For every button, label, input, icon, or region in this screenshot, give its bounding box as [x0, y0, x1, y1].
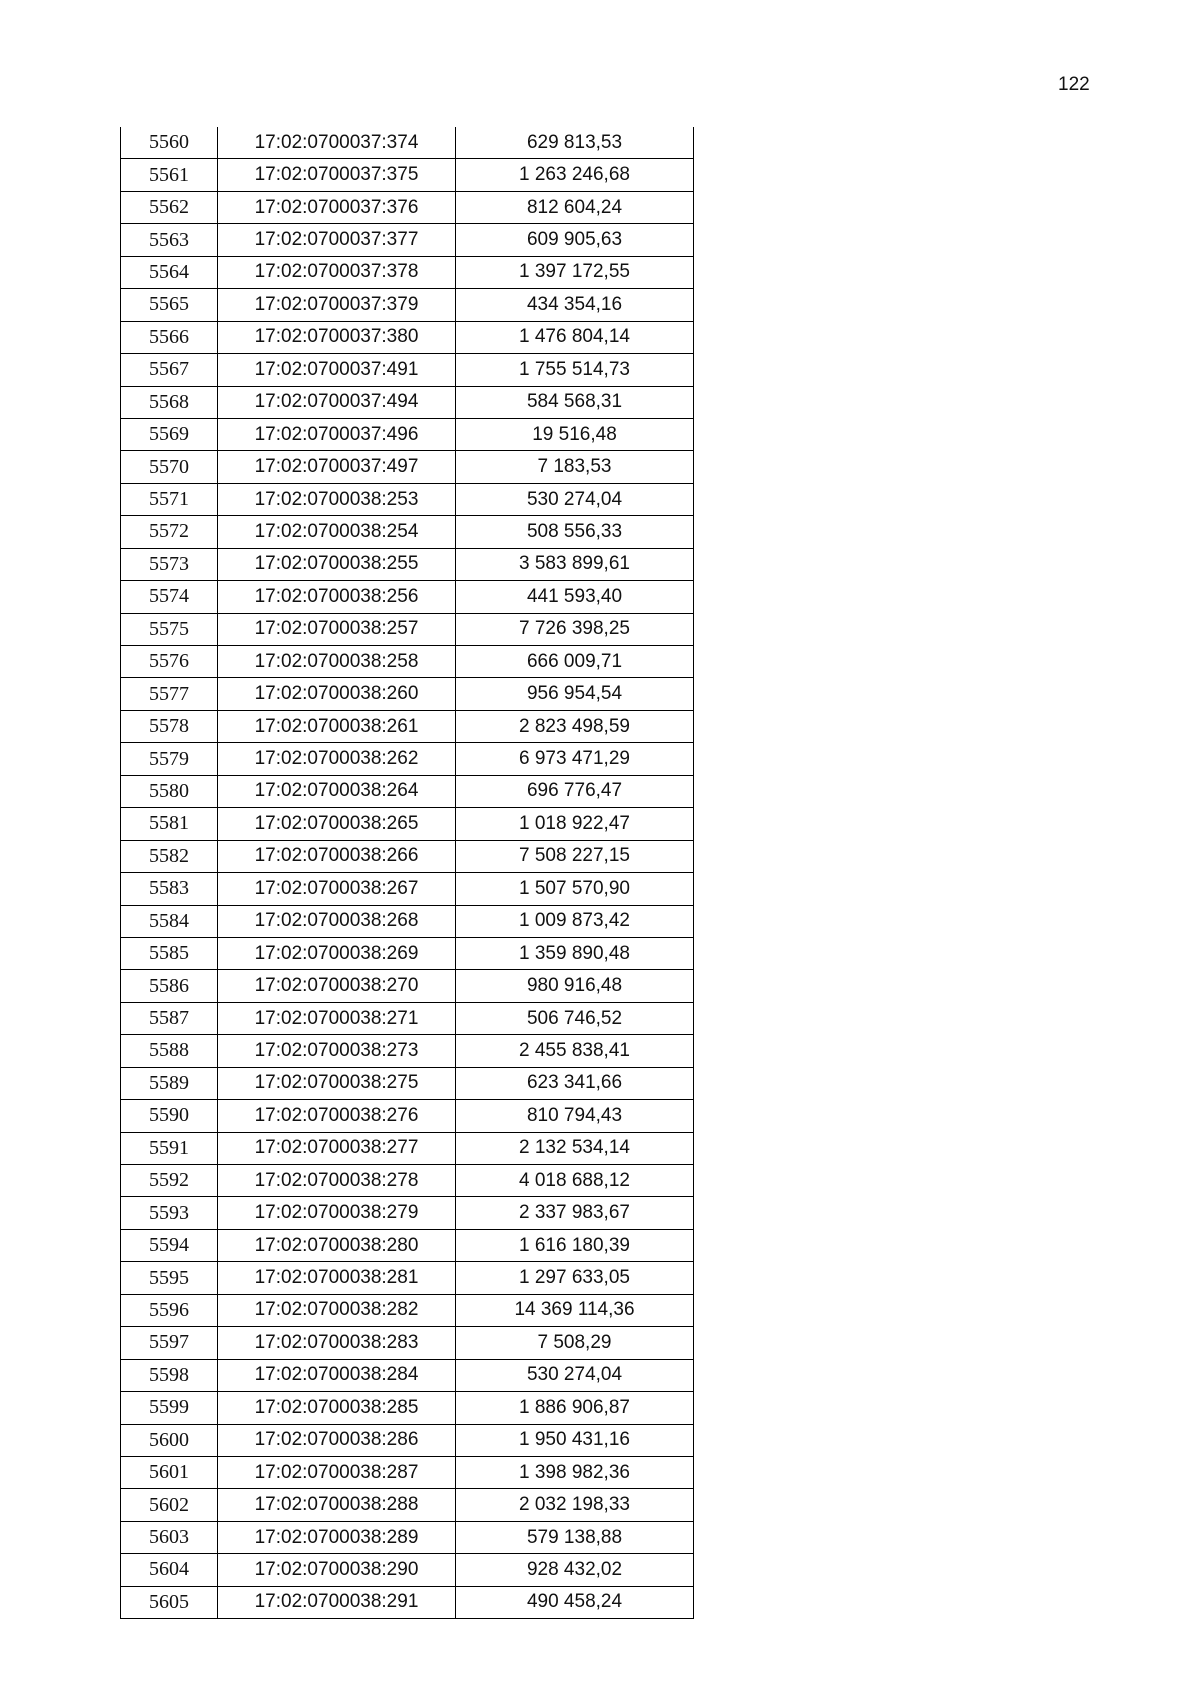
table-row: [121, 1067, 694, 1099]
table-row: [121, 710, 694, 742]
table-row: [121, 386, 694, 418]
cadastral-number-cell: 17:02:0700038:290: [218, 1554, 456, 1586]
table-row: [121, 905, 694, 937]
row-number-cell: 5589: [121, 1067, 218, 1099]
table-row: [121, 451, 694, 483]
cadastral-value-cell: 7 726 398,25: [456, 613, 694, 645]
table-row: [121, 1327, 694, 1359]
table-row: [121, 256, 694, 288]
table-row: [121, 646, 694, 678]
cadastral-value-cell: 1 009 873,42: [456, 905, 694, 937]
table-row: [121, 1002, 694, 1034]
cadastral-value-cell: 7 183,53: [456, 451, 694, 483]
cadastral-number-cell: 17:02:0700038:270: [218, 970, 456, 1002]
cadastral-number-cell: 17:02:0700038:267: [218, 873, 456, 905]
table-row: [121, 418, 694, 450]
row-number-cell: 5604: [121, 1554, 218, 1586]
row-number-cell: 5582: [121, 840, 218, 872]
row-number-cell: 5584: [121, 905, 218, 937]
cadastral-number-cell: 17:02:0700038:278: [218, 1165, 456, 1197]
row-number-cell: 5599: [121, 1392, 218, 1424]
cadastral-number-cell: 17:02:0700038:255: [218, 548, 456, 580]
cadastral-value-cell: 441 593,40: [456, 581, 694, 613]
cadastral-number-cell: 17:02:0700038:253: [218, 483, 456, 515]
cadastral-value-cell: 2 823 498,59: [456, 710, 694, 742]
cadastral-number-cell: 17:02:0700038:265: [218, 808, 456, 840]
cadastral-number-cell: 17:02:0700038:256: [218, 581, 456, 613]
cadastral-number-cell: 17:02:0700038:276: [218, 1100, 456, 1132]
cadastral-number-cell: 17:02:0700038:268: [218, 905, 456, 937]
cadastral-value-cell: 506 746,52: [456, 1002, 694, 1034]
cadastral-number-cell: 17:02:0700038:289: [218, 1521, 456, 1553]
row-number-cell: 5594: [121, 1229, 218, 1261]
table-row: [121, 289, 694, 321]
cadastral-value-cell: 4 018 688,12: [456, 1165, 694, 1197]
cadastral-number-cell: 17:02:0700038:254: [218, 516, 456, 548]
cadastral-value-cell: 579 138,88: [456, 1521, 694, 1553]
row-number-cell: 5598: [121, 1359, 218, 1391]
row-number-cell: 5566: [121, 321, 218, 353]
cadastral-value-cell: 696 776,47: [456, 775, 694, 807]
table-row: [121, 1100, 694, 1132]
cadastral-number-cell: 17:02:0700037:497: [218, 451, 456, 483]
cadastral-number-cell: 17:02:0700037:491: [218, 354, 456, 386]
cadastral-value-cell: 3 583 899,61: [456, 548, 694, 580]
row-number-cell: 5569: [121, 418, 218, 450]
cadastral-number-cell: 17:02:0700037:377: [218, 224, 456, 256]
row-number-cell: 5603: [121, 1521, 218, 1553]
row-number-cell: 5588: [121, 1035, 218, 1067]
cadastral-value-cell: 434 354,16: [456, 289, 694, 321]
cadastral-value-cell: 2 132 534,14: [456, 1132, 694, 1164]
cadastral-number-cell: 17:02:0700038:285: [218, 1392, 456, 1424]
cadastral-value-cell: 19 516,48: [456, 418, 694, 450]
cadastral-value-cell: 14 369 114,36: [456, 1294, 694, 1326]
table-row: [121, 873, 694, 905]
cadastral-value-cell: 666 009,71: [456, 646, 694, 678]
row-number-cell: 5587: [121, 1002, 218, 1034]
row-number-cell: 5597: [121, 1327, 218, 1359]
cadastral-value-cell: 7 508,29: [456, 1327, 694, 1359]
row-number-cell: 5563: [121, 224, 218, 256]
cadastral-value-cell: 609 905,63: [456, 224, 694, 256]
row-number-cell: 5564: [121, 256, 218, 288]
table-row: [121, 1489, 694, 1521]
row-number-cell: 5567: [121, 354, 218, 386]
cadastral-number-cell: 17:02:0700038:264: [218, 775, 456, 807]
cadastral-value-cell: 956 954,54: [456, 678, 694, 710]
cadastral-value-cell: 530 274,04: [456, 483, 694, 515]
cadastral-value-cell: 2 337 983,67: [456, 1197, 694, 1229]
cadastral-number-cell: 17:02:0700038:280: [218, 1229, 456, 1261]
cadastral-value-cell: 530 274,04: [456, 1359, 694, 1391]
table-row: [121, 937, 694, 969]
row-number-cell: 5565: [121, 289, 218, 321]
cadastral-value-cell: 508 556,33: [456, 516, 694, 548]
row-number-cell: 5571: [121, 483, 218, 515]
table-row: [121, 321, 694, 353]
row-number-cell: 5568: [121, 386, 218, 418]
cadastral-number-cell: 17:02:0700038:287: [218, 1456, 456, 1488]
cadastral-value-cell: 2 455 838,41: [456, 1035, 694, 1067]
table-row: [121, 743, 694, 775]
cadastral-number-cell: 17:02:0700038:262: [218, 743, 456, 775]
cadastral-value-cell: 1 755 514,73: [456, 354, 694, 386]
cadastral-number-cell: 17:02:0700038:283: [218, 1327, 456, 1359]
row-number-cell: 5583: [121, 873, 218, 905]
table-row: [121, 1554, 694, 1586]
table-row: [121, 1294, 694, 1326]
row-number-cell: 5578: [121, 710, 218, 742]
cadastral-number-cell: 17:02:0700038:273: [218, 1035, 456, 1067]
cadastral-value-cell: 1 398 982,36: [456, 1456, 694, 1488]
table-row: [121, 1456, 694, 1488]
cadastral-number-cell: 17:02:0700037:379: [218, 289, 456, 321]
cadastral-value-cell: 812 604,24: [456, 191, 694, 223]
cadastral-number-cell: 17:02:0700038:269: [218, 937, 456, 969]
row-number-cell: 5592: [121, 1165, 218, 1197]
cadastral-value-cell: 980 916,48: [456, 970, 694, 1002]
cadastral-number-cell: 17:02:0700038:284: [218, 1359, 456, 1391]
cadastral-value-cell: 1 018 922,47: [456, 808, 694, 840]
cadastral-number-cell: 17:02:0700038:279: [218, 1197, 456, 1229]
table-row: [121, 1035, 694, 1067]
row-number-cell: 5572: [121, 516, 218, 548]
table-row: [121, 1424, 694, 1456]
cadastral-value-cell: 7 508 227,15: [456, 840, 694, 872]
cadastral-value-cell: 1 616 180,39: [456, 1229, 694, 1261]
cadastral-number-cell: 17:02:0700038:286: [218, 1424, 456, 1456]
table-row: [121, 224, 694, 256]
cadastral-number-cell: 17:02:0700037:380: [218, 321, 456, 353]
table-row: [121, 1229, 694, 1261]
cadastral-number-cell: 17:02:0700038:261: [218, 710, 456, 742]
table-row: [121, 613, 694, 645]
cadastral-number-cell: 17:02:0700038:258: [218, 646, 456, 678]
cadastral-value-cell: 1 297 633,05: [456, 1262, 694, 1294]
cadastral-number-cell: 17:02:0700037:494: [218, 386, 456, 418]
table-row: [121, 970, 694, 1002]
table-row: [121, 1521, 694, 1553]
table-row: [121, 775, 694, 807]
table-row: [121, 1359, 694, 1391]
table-row: [121, 1165, 694, 1197]
cadastral-number-cell: 17:02:0700037:374: [218, 127, 456, 159]
table-row: [121, 516, 694, 548]
cadastral-number-cell: 17:02:0700038:266: [218, 840, 456, 872]
cadastral-number-cell: 17:02:0700038:277: [218, 1132, 456, 1164]
cadastral-value-cell: 584 568,31: [456, 386, 694, 418]
row-number-cell: 5600: [121, 1424, 218, 1456]
cadastral-number-cell: 17:02:0700038:281: [218, 1262, 456, 1294]
row-number-cell: 5576: [121, 646, 218, 678]
cadastral-value-cell: 810 794,43: [456, 1100, 694, 1132]
row-number-cell: 5577: [121, 678, 218, 710]
row-number-cell: 5560: [121, 127, 218, 159]
cadastral-value-cell: 2 032 198,33: [456, 1489, 694, 1521]
row-number-cell: 5579: [121, 743, 218, 775]
row-number-cell: 5561: [121, 159, 218, 191]
cadastral-number-cell: 17:02:0700037:376: [218, 191, 456, 223]
cadastral-value-cell: 629 813,53: [456, 127, 694, 159]
table-row: [121, 1586, 694, 1618]
table-row: [121, 159, 694, 191]
table-row: [121, 678, 694, 710]
table-row: [121, 191, 694, 223]
row-number-cell: 5575: [121, 613, 218, 645]
cadastral-value-cell: 1 507 570,90: [456, 873, 694, 905]
table-row: [121, 808, 694, 840]
table-row: [121, 127, 694, 159]
cadastral-number-cell: 17:02:0700038:275: [218, 1067, 456, 1099]
table-row: [121, 1197, 694, 1229]
cadastral-number-cell: 17:02:0700037:375: [218, 159, 456, 191]
table-row: [121, 581, 694, 613]
row-number-cell: 5574: [121, 581, 218, 613]
cadastral-value-table: [120, 127, 694, 1619]
row-number-cell: 5605: [121, 1586, 218, 1618]
row-number-cell: 5581: [121, 808, 218, 840]
table-body: [121, 127, 694, 1619]
row-number-cell: 5596: [121, 1294, 218, 1326]
row-number-cell: 5562: [121, 191, 218, 223]
cadastral-number-cell: 17:02:0700038:291: [218, 1586, 456, 1618]
table-row: [121, 1132, 694, 1164]
table-row: [121, 483, 694, 515]
cadastral-value-cell: 1 950 431,16: [456, 1424, 694, 1456]
table-row: [121, 548, 694, 580]
row-number-cell: 5601: [121, 1456, 218, 1488]
cadastral-number-cell: 17:02:0700037:496: [218, 418, 456, 450]
row-number-cell: 5570: [121, 451, 218, 483]
cadastral-number-cell: 17:02:0700038:288: [218, 1489, 456, 1521]
cadastral-value-cell: 1 886 906,87: [456, 1392, 694, 1424]
table-row: [121, 354, 694, 386]
row-number-cell: 5585: [121, 937, 218, 969]
row-number-cell: 5593: [121, 1197, 218, 1229]
row-number-cell: 5586: [121, 970, 218, 1002]
cadastral-value-cell: 1 397 172,55: [456, 256, 694, 288]
table-row: [121, 1392, 694, 1424]
cadastral-number-cell: 17:02:0700038:271: [218, 1002, 456, 1034]
cadastral-number-cell: 17:02:0700038:260: [218, 678, 456, 710]
row-number-cell: 5580: [121, 775, 218, 807]
row-number-cell: 5595: [121, 1262, 218, 1294]
cadastral-number-cell: 17:02:0700037:378: [218, 256, 456, 288]
page-number: 122: [1058, 74, 1090, 95]
cadastral-value-cell: 6 973 471,29: [456, 743, 694, 775]
table-row: [121, 1262, 694, 1294]
table-row: [121, 840, 694, 872]
cadastral-value-cell: 928 432,02: [456, 1554, 694, 1586]
row-number-cell: 5602: [121, 1489, 218, 1521]
cadastral-value-cell: 623 341,66: [456, 1067, 694, 1099]
cadastral-value-cell: 1 359 890,48: [456, 937, 694, 969]
row-number-cell: 5573: [121, 548, 218, 580]
cadastral-number-cell: 17:02:0700038:282: [218, 1294, 456, 1326]
cadastral-number-cell: 17:02:0700038:257: [218, 613, 456, 645]
cadastral-value-cell: 1 263 246,68: [456, 159, 694, 191]
row-number-cell: 5590: [121, 1100, 218, 1132]
cadastral-value-cell: 490 458,24: [456, 1586, 694, 1618]
cadastral-value-cell: 1 476 804,14: [456, 321, 694, 353]
row-number-cell: 5591: [121, 1132, 218, 1164]
